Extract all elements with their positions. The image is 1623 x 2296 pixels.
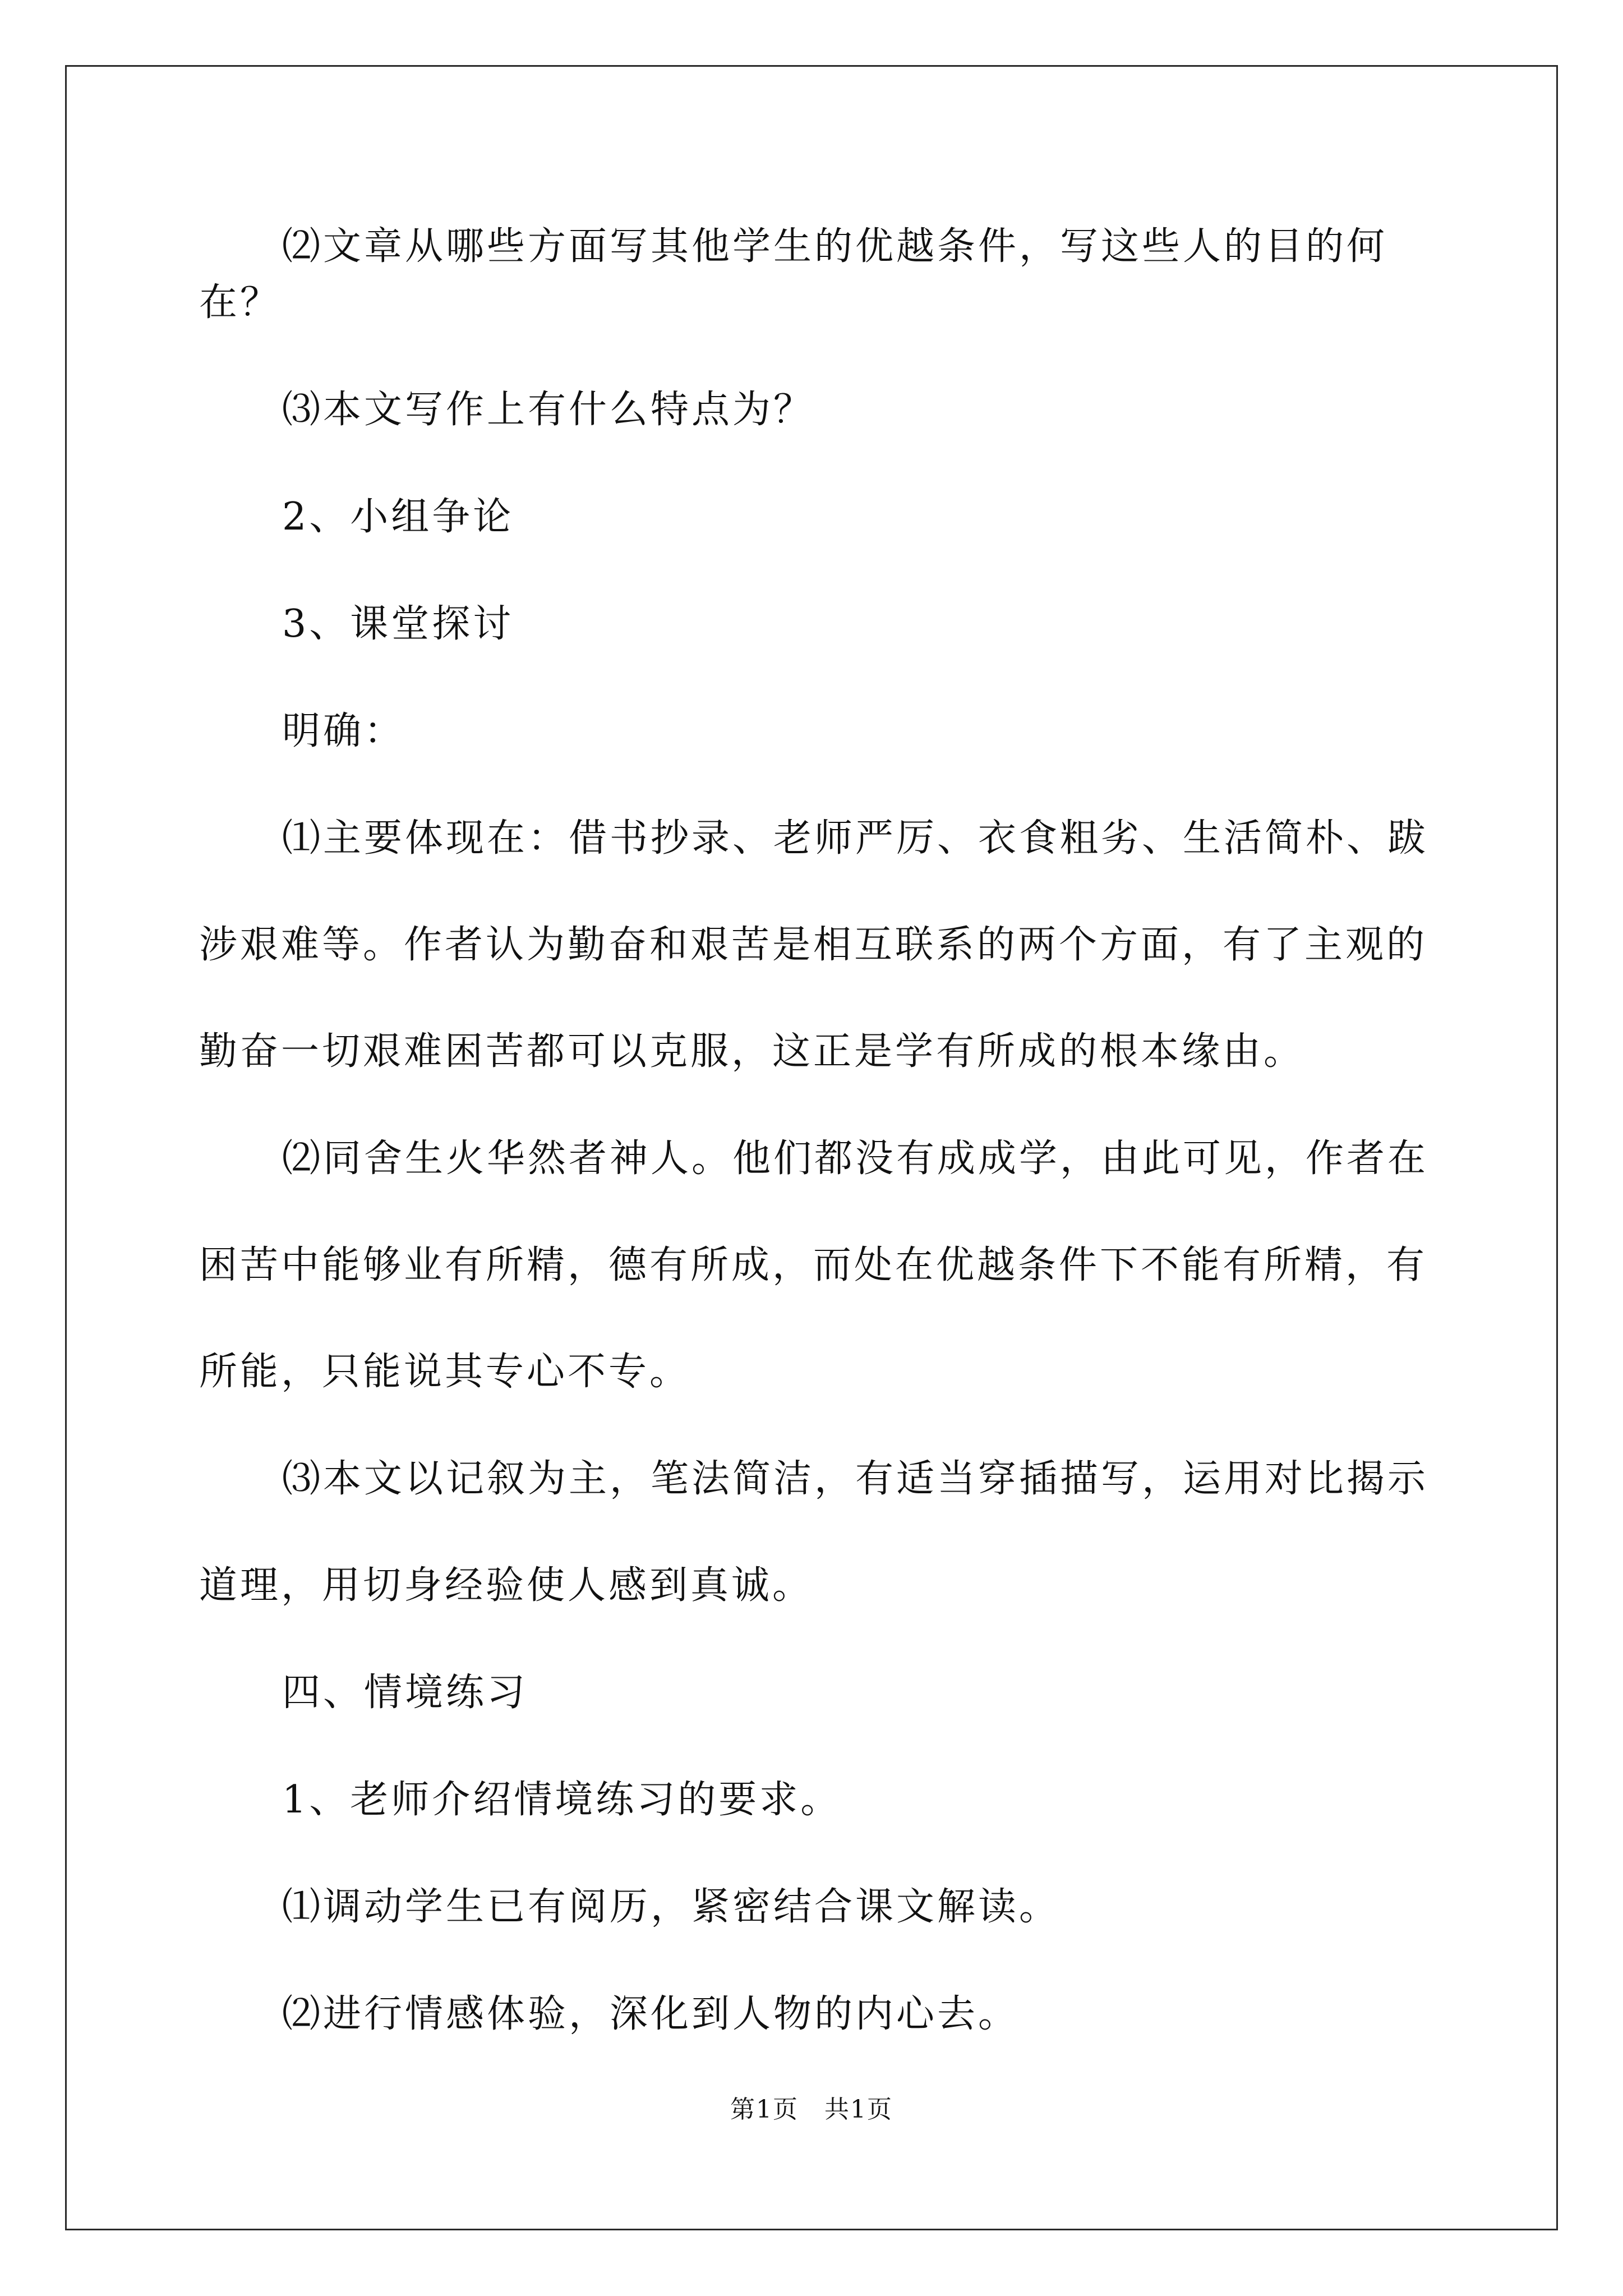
page-footer	[0, 2089, 1623, 2125]
paragraph-requirement-2: ⑵进行情感体验，深化到人物的内心去。	[282, 1992, 1020, 2036]
total-pages-label: 共1页	[824, 2095, 893, 2124]
page-number-label: 第1页	[730, 2095, 799, 2124]
paragraph-group-discussion: 2、小组争论	[282, 495, 514, 539]
paragraph-requirement-1: ⑴调动学生已有阅历，紧密结合课文解读。	[282, 1885, 1061, 1929]
paragraph-question-3: ⑶本文写作上有什么特点为？	[282, 388, 815, 432]
document-body	[199, 219, 1433, 2093]
section-heading-situational-practice: 四、情境练习	[282, 1671, 528, 1715]
paragraph-question-2: ⑵文章从哪些方面写其他学生的优越条件，写这些人的目的何在？	[199, 224, 1388, 325]
paragraph-answer-3: ⑶本文以记叙为主，笔法简洁，有适当穿插描写，运用对比揭示道理，用切身经验使人感到真诚。	[199, 1457, 1429, 1608]
paragraph-practice-requirements: 1、老师介绍情境练习的要求。	[282, 1778, 842, 1822]
paragraph-clarify: 明确：	[282, 709, 405, 753]
paragraph-answer-1: ⑴主要体现在：借书抄录、老师严厉、衣食粗劣、生活简朴、跋涉艰难等。作者认为勤奋和艰苦是相互联系的两个方面，有了主观的勤奋一切艰难困苦都可以克服，这正是学有所成的根本缘由。	[199, 816, 1429, 1074]
paragraph-class-discussion: 3、课堂探讨	[282, 602, 514, 646]
paragraph-answer-2: ⑵同舍生火华然者神人。他们都没有成成学，由此可见，作者在困苦中能够业有所精，德有所成，而处在优越条件下不能有所精，有所能，只能说其专心不专。	[199, 1137, 1429, 1394]
